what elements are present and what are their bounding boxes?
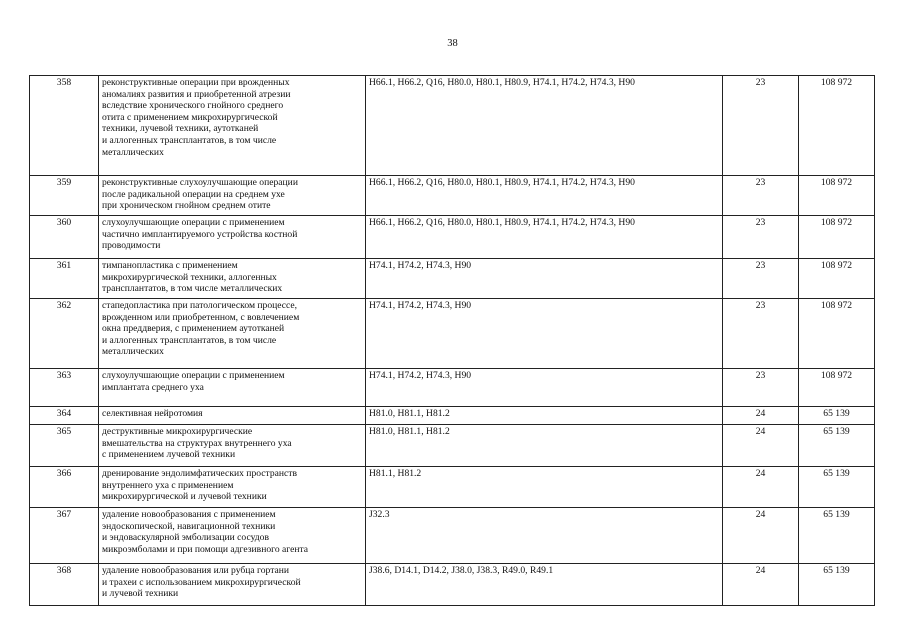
cost-value: 65 139 xyxy=(799,564,875,606)
table-row xyxy=(30,369,875,407)
icd-codes: H74.1, H74.2, H74.3, H90 xyxy=(366,369,723,407)
cost-value: 65 139 xyxy=(799,508,875,564)
table-row xyxy=(30,76,875,176)
table-row xyxy=(30,299,875,369)
table-row xyxy=(30,176,875,216)
table-row xyxy=(30,407,875,425)
procedure-description: стапедопластика при патологическом процессе, врожденном или приобретенном, с вовлечением окна преддверия, с применением аутотканей и аллогенных трансплантатов, в том числе металлических xyxy=(99,299,366,369)
procedure-description: слухоулучшающие операции с применением частично имплантируемого устройства костной проводимости xyxy=(99,216,366,259)
procedure-description: дренирование эндолимфатических пространств внутреннего уха с применением микрохирургической и лучевой техники xyxy=(99,467,366,508)
cost-value: 108 972 xyxy=(799,299,875,369)
icd-codes: H74.1, H74.2, H74.3, H90 xyxy=(366,259,723,299)
page-number: 38 xyxy=(447,38,458,49)
cost-value: 65 139 xyxy=(799,425,875,467)
group-number: 24 xyxy=(723,407,799,425)
row-number: 362 xyxy=(30,299,99,369)
icd-codes: H66.1, H66.2, Q16, H80.0, H80.1, H80.9, H74.1, H74.2, H74.3, H90 xyxy=(366,176,723,216)
row-number: 364 xyxy=(30,407,99,425)
cost-value: 108 972 xyxy=(799,369,875,407)
row-number: 359 xyxy=(30,176,99,216)
group-number: 23 xyxy=(723,259,799,299)
table-row xyxy=(30,259,875,299)
group-number: 23 xyxy=(723,76,799,176)
procedure-description: слухоулучшающие операции с применением имплантата среднего уха xyxy=(99,369,366,407)
group-number: 23 xyxy=(723,369,799,407)
cost-value: 65 139 xyxy=(799,407,875,425)
table-row xyxy=(30,564,875,606)
group-number: 23 xyxy=(723,216,799,259)
row-number: 365 xyxy=(30,425,99,467)
icd-codes: H66.1, H66.2, Q16, H80.0, H80.1, H80.9, H74.1, H74.2, H74.3, H90 xyxy=(366,216,723,259)
procedures-table xyxy=(29,75,875,606)
group-number: 24 xyxy=(723,467,799,508)
cost-value: 108 972 xyxy=(799,76,875,176)
row-number: 367 xyxy=(30,508,99,564)
row-number: 361 xyxy=(30,259,99,299)
procedure-description: реконструктивные слухоулучшающие операции после радикальной операции на среднем ухе при хроническом гнойном среднем отите xyxy=(99,176,366,216)
group-number: 24 xyxy=(723,564,799,606)
procedure-description: удаление новообразования с применением эндоскопической, навигационной техники и эндоваскулярной эмболизации сосудов микроэмболами и при помощи адгезивного агента xyxy=(99,508,366,564)
row-number: 363 xyxy=(30,369,99,407)
icd-codes: H81.1, H81.2 xyxy=(366,467,723,508)
cost-value: 108 972 xyxy=(799,176,875,216)
procedure-description: реконструктивные операции при врожденных аномалиях развития и приобретенной атрезии вследствие хронического гнойного среднего отита с применением микрохирургической техники, лучевой техники, аутотканей и аллогенных трансплантатов, в том числе металлических xyxy=(99,76,366,176)
icd-codes: J32.3 xyxy=(366,508,723,564)
cost-value: 108 972 xyxy=(799,259,875,299)
group-number: 24 xyxy=(723,425,799,467)
row-number: 368 xyxy=(30,564,99,606)
procedure-description: деструктивные микрохирургические вмешательства на структурах внутреннего уха с применением лучевой техники xyxy=(99,425,366,467)
icd-codes: J38.6, D14.1, D14.2, J38.0, J38.3, R49.0, R49.1 xyxy=(366,564,723,606)
table-row xyxy=(30,467,875,508)
table-row xyxy=(30,508,875,564)
icd-codes: H81.0, H81.1, H81.2 xyxy=(366,407,723,425)
table-row xyxy=(30,425,875,467)
procedure-description: удаление новообразования или рубца гортани и трахеи с использованием микрохирургической и лучевой техники xyxy=(99,564,366,606)
group-number: 23 xyxy=(723,299,799,369)
row-number: 358 xyxy=(30,76,99,176)
icd-codes: H81.0, H81.1, H81.2 xyxy=(366,425,723,467)
icd-codes: H66.1, H66.2, Q16, H80.0, H80.1, H80.9, H74.1, H74.2, H74.3, H90 xyxy=(366,76,723,176)
row-number: 360 xyxy=(30,216,99,259)
icd-codes: H74.1, H74.2, H74.3, H90 xyxy=(366,299,723,369)
cost-value: 65 139 xyxy=(799,467,875,508)
group-number: 23 xyxy=(723,176,799,216)
procedure-description: тимпанопластика с применением микрохирургической техники, аллогенных трансплантатов, в том числе металлических xyxy=(99,259,366,299)
row-number: 366 xyxy=(30,467,99,508)
procedure-description: селективная нейротомия xyxy=(99,407,366,425)
cost-value: 108 972 xyxy=(799,216,875,259)
table-row xyxy=(30,216,875,259)
group-number: 24 xyxy=(723,508,799,564)
